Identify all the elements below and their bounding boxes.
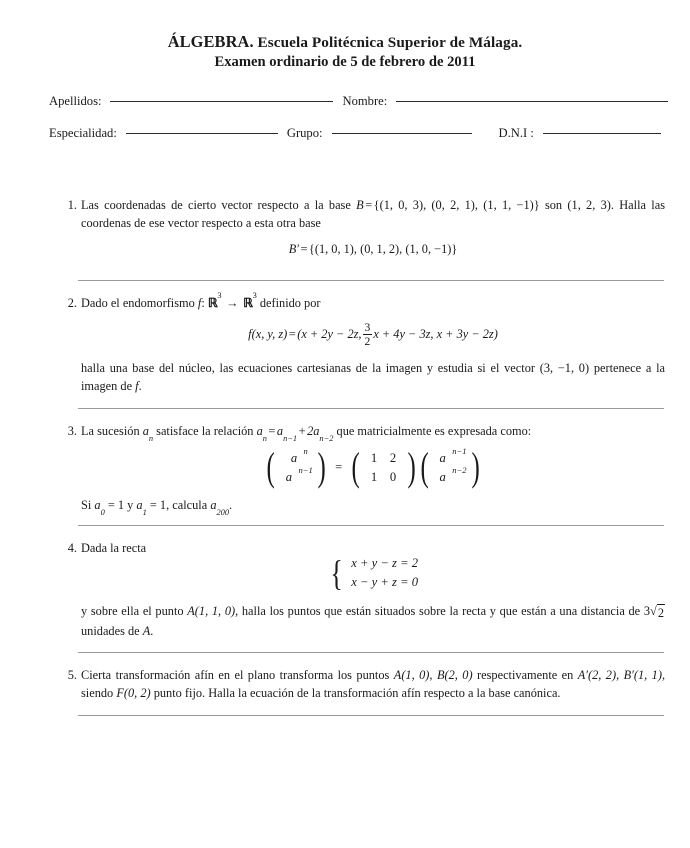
- exercise-3-text-1: La sucesión: [81, 424, 143, 439]
- spacer-8: [57, 653, 665, 667]
- matrix-equation: [264, 444, 482, 490]
- system-equation-2: x − y + z = 0: [351, 575, 419, 590]
- exercise-3-body: [57, 423, 665, 517]
- exercise-1-number: 1.: [67, 198, 77, 213]
- exercise-2-codomain: ℝ: [243, 295, 253, 310]
- exercise-2-tail-3: .: [138, 378, 142, 393]
- exercise-1-display-basis: [81, 241, 665, 259]
- exercise-1-statement: [81, 197, 665, 232]
- exercise-5-text-3: , siendo: [81, 668, 666, 700]
- rhs-vector-rows: [431, 446, 468, 487]
- nombre-label: Nombre:: [342, 94, 388, 109]
- exercise-5: [57, 667, 665, 702]
- exercise-4-point-a: A(1, 1, 0),: [187, 603, 239, 618]
- exercise-5-number: 5.: [67, 668, 77, 683]
- exercise-2-comp-1: (x + 2y − 2z,: [297, 327, 362, 342]
- especialidad-label: Especialidad:: [49, 126, 117, 141]
- exercise-2-eq: =: [288, 327, 296, 342]
- recurrence-eq: =: [268, 424, 276, 439]
- exercise-4-body: [57, 540, 665, 640]
- initial-a0-sub: 0: [100, 507, 105, 517]
- matrix-equals-sign: =: [335, 459, 343, 474]
- target-term-sub: 200: [216, 507, 230, 517]
- exercise-4-tail: [81, 603, 665, 641]
- page-title: [0, 31, 690, 52]
- exercise-1-text-1: Las coordenadas de cierto vector respecto a la base: [81, 198, 357, 213]
- dni-input[interactable]: [543, 133, 661, 134]
- exercise-2-body: [57, 290, 665, 396]
- linear-system: [328, 554, 418, 593]
- radicand: 2: [657, 604, 665, 623]
- distance-coefficient: 3: [643, 603, 651, 618]
- exercise-5-text-1: Cierta transformación afín en el plano transforma los puntos: [81, 668, 394, 683]
- exercise-5-point-b: B(2, 0): [436, 668, 473, 683]
- exercise-1-basis-prime-set: {(1, 0, 1), (0, 1, 2), (1, 0, −1)}: [308, 242, 458, 257]
- spacer-6: [57, 526, 665, 540]
- exercise-3-matrix-equation: [81, 444, 665, 490]
- exercise-5-point-a-prime: A′(2, 2): [577, 668, 617, 683]
- page-title-rest: Escuela Politécnica Superior de Málaga.: [253, 34, 523, 51]
- exercise-4: [57, 540, 665, 640]
- system-equations: [346, 554, 418, 593]
- exercise-1-body: [57, 197, 665, 259]
- exercise-3-y: y: [124, 497, 137, 512]
- nombre-input[interactable]: [396, 101, 668, 102]
- exercise-4-tail-3: unidades de: [81, 623, 143, 638]
- exercise-2-text-1: Dado el endomorfismo: [81, 295, 198, 310]
- apellidos-label: Apellidos:: [49, 94, 102, 109]
- exercise-3-number: 3.: [67, 424, 77, 439]
- exercise-2-vector: (3, −1, 0): [539, 361, 590, 376]
- initial-a1-value: = 1,: [149, 497, 170, 512]
- initial-a0: a: [94, 497, 101, 512]
- radical-sign: √: [650, 603, 657, 618]
- exercise-5-statement: [81, 667, 665, 702]
- exercise-2-tail-1: halla una base del núcleo, las ecuaciones cartesianas de la imagen y estudia si el vector: [81, 361, 540, 376]
- form-row-2: [0, 126, 690, 141]
- lhs-cell-0-sub: n: [303, 446, 308, 457]
- spacer-4: [57, 409, 665, 423]
- fraction-denominator: 2: [364, 335, 371, 349]
- grupo-label: Grupo:: [286, 126, 323, 141]
- exercise-4-tail-1: y sobre ella el punto: [81, 603, 188, 618]
- table-row: [365, 449, 403, 468]
- spacer-2: [57, 281, 665, 295]
- square-root-icon: [650, 603, 665, 623]
- exercise-2-domain: ℝ: [207, 295, 218, 310]
- system-equation-1: x + y − z = 2: [351, 555, 419, 570]
- rhs-cell-1-symbol: a: [439, 469, 446, 484]
- left-paren-icon: (: [351, 444, 361, 490]
- exercise-3-seq-sub: n: [148, 434, 154, 444]
- exercise-3-tail: [81, 497, 665, 515]
- exercise-2-codomain-exp: 3: [252, 290, 257, 300]
- exercise-1-basis-prime-name: B′: [288, 242, 299, 257]
- coefficient-matrix-rows: [363, 449, 405, 487]
- exercise-3-text-2: satisface la relación: [153, 424, 257, 439]
- lhs-vector-rows: [277, 446, 314, 487]
- spacer-3: [57, 395, 665, 408]
- exercise-1-basis-prime-eq: =: [300, 242, 308, 257]
- exercise-separator-5: [78, 715, 664, 716]
- grupo-input[interactable]: [332, 133, 472, 134]
- exercise-2-comp-2: x + 4y − 3z, x + 3y − 2z): [373, 327, 498, 342]
- exercise-4-tail-point: A: [142, 623, 151, 638]
- exercise-5-text-4: punto fijo. Halla la ecuación de la transformación afín respecto a la base canónica.: [150, 685, 561, 700]
- exercise-3-tail-2: calcula: [169, 497, 211, 512]
- exercise-5-point-f: F(0, 2): [116, 685, 151, 700]
- initial-a0-value: = 1: [107, 497, 125, 512]
- spacer-7: [57, 640, 665, 652]
- exercise-2-f-symbol: f: [197, 295, 202, 310]
- document-header: [0, 0, 690, 72]
- coef-cell-1-1: 0: [389, 469, 397, 484]
- exercise-2-tail: [81, 360, 665, 395]
- exercise-3-tail-1: Si: [81, 497, 95, 512]
- rhs-cell-1-sub: n−2: [452, 465, 467, 476]
- rhs-cell-0-symbol: a: [439, 450, 446, 465]
- right-paren-icon: ): [317, 444, 326, 490]
- rhs-cell-0-sub: n−1: [452, 446, 467, 457]
- exercise-4-number: 4.: [67, 541, 77, 556]
- exercise-2-display-formula: [81, 322, 665, 348]
- lhs-cell-0-symbol: a: [290, 450, 298, 465]
- exercise-3-text-3: que matricialmente es expresada como:: [333, 424, 532, 439]
- spacer-5: [57, 514, 665, 525]
- exercise-4-intro: Dada la recta: [81, 541, 147, 556]
- exercise-4-system: [81, 554, 665, 593]
- lhs-column-vector: [264, 444, 328, 490]
- right-paren-icon: ): [407, 444, 416, 490]
- table-row: [433, 465, 467, 487]
- dni-label: D.N.I :: [498, 126, 534, 141]
- exercise-5-comma-2: ,: [616, 668, 624, 683]
- recurrence-term-1: a: [276, 424, 284, 439]
- coefficient-matrix: [349, 444, 418, 490]
- left-paren-icon: (: [266, 444, 275, 490]
- lhs-cell-1-sub: n−1: [298, 465, 313, 476]
- page-subtitle: Examen ordinario de 5 de febrero de 2011: [214, 54, 476, 71]
- spacer-9: [57, 702, 665, 715]
- left-brace-icon: {: [330, 553, 343, 594]
- fraction-numerator: 3: [364, 320, 371, 334]
- exercise-3: [57, 423, 665, 517]
- exercise-5-point-b-prime: B′(1, 1): [623, 668, 662, 683]
- fraction-three-halves: [363, 322, 373, 348]
- exercise-2-tail-2: pertenece a la imagen de: [81, 361, 665, 393]
- rhs-column-vector: [418, 444, 482, 490]
- student-info-form: [0, 94, 690, 141]
- lhs-cell-1-symbol: a: [285, 469, 293, 484]
- exercise-5-comma-1: ,: [429, 668, 437, 683]
- recurrence-term-1-sub: n−1: [283, 434, 298, 444]
- exercise-1-text-2: son: [539, 198, 563, 213]
- exercise-5-body: [57, 667, 665, 702]
- table-row: [279, 465, 313, 487]
- initial-a1-sub: 1: [142, 507, 147, 517]
- exercise-2-number: 2.: [67, 295, 77, 310]
- recurrence-lhs-sub: n: [262, 434, 267, 444]
- exercise-4-tail-4: .: [150, 623, 154, 638]
- coef-cell-0-1: 2: [389, 450, 397, 465]
- exercise-2-domain-exp: 3: [217, 290, 222, 300]
- recurrence-term-2: 2a: [307, 424, 320, 439]
- left-paren-icon: (: [420, 444, 429, 490]
- target-term: a: [210, 497, 217, 512]
- exercise-5-text-2: respectivamente en: [472, 668, 578, 683]
- exercise-1: [57, 197, 665, 259]
- recurrence-plus: +: [298, 424, 306, 439]
- table-row: [365, 468, 403, 487]
- recurrence-lhs: a: [256, 424, 263, 439]
- exercise-1-basis-set: {(1, 0, 3), (0, 2, 1), (1, 1, −1)}: [373, 198, 540, 213]
- exercise-3-tail-3: .: [229, 497, 233, 512]
- exercise-2-tail-f: f: [135, 378, 139, 393]
- exercise-5-point-a: A(1, 0): [393, 668, 430, 683]
- page-title-lead: ÁLGEBRA.: [167, 32, 254, 51]
- exercise-3-statement: [81, 423, 665, 444]
- exercise-2-intro: [81, 290, 665, 313]
- coef-cell-1-0: 1: [370, 469, 378, 484]
- initial-a1: a: [136, 497, 143, 512]
- exercise-1-coords: (1, 2, 3).: [567, 198, 614, 213]
- arrow-icon: →: [226, 295, 239, 310]
- exercise-2-lhs: f(x, y, z): [248, 327, 288, 342]
- right-paren-icon: ): [471, 444, 480, 490]
- distance-expression: [643, 603, 665, 621]
- exercise-list: [0, 197, 690, 716]
- exercise-2-text-2: definido por: [256, 295, 321, 310]
- exercise-3-seq: a: [142, 424, 149, 439]
- exercise-1-basis-name: B: [356, 198, 364, 213]
- exercise-1-text-3: Halla las coordenas de ese vector respecto a esta otra base: [81, 198, 666, 230]
- spacer-1: [57, 268, 665, 280]
- exercise-1-basis-eq: =: [365, 198, 373, 213]
- especialidad-input[interactable]: [126, 133, 278, 134]
- exercise-2: [57, 290, 665, 396]
- recurrence-term-2-sub: n−2: [319, 434, 334, 444]
- coef-cell-0-0: 1: [370, 450, 378, 465]
- form-row-1: [0, 94, 690, 109]
- exercise-4-tail-2: halla los puntos que están situados sobre la recta y que están a una distancia de: [238, 603, 644, 618]
- apellidos-input[interactable]: [110, 101, 333, 102]
- exercise-2-colon: :: [201, 295, 205, 310]
